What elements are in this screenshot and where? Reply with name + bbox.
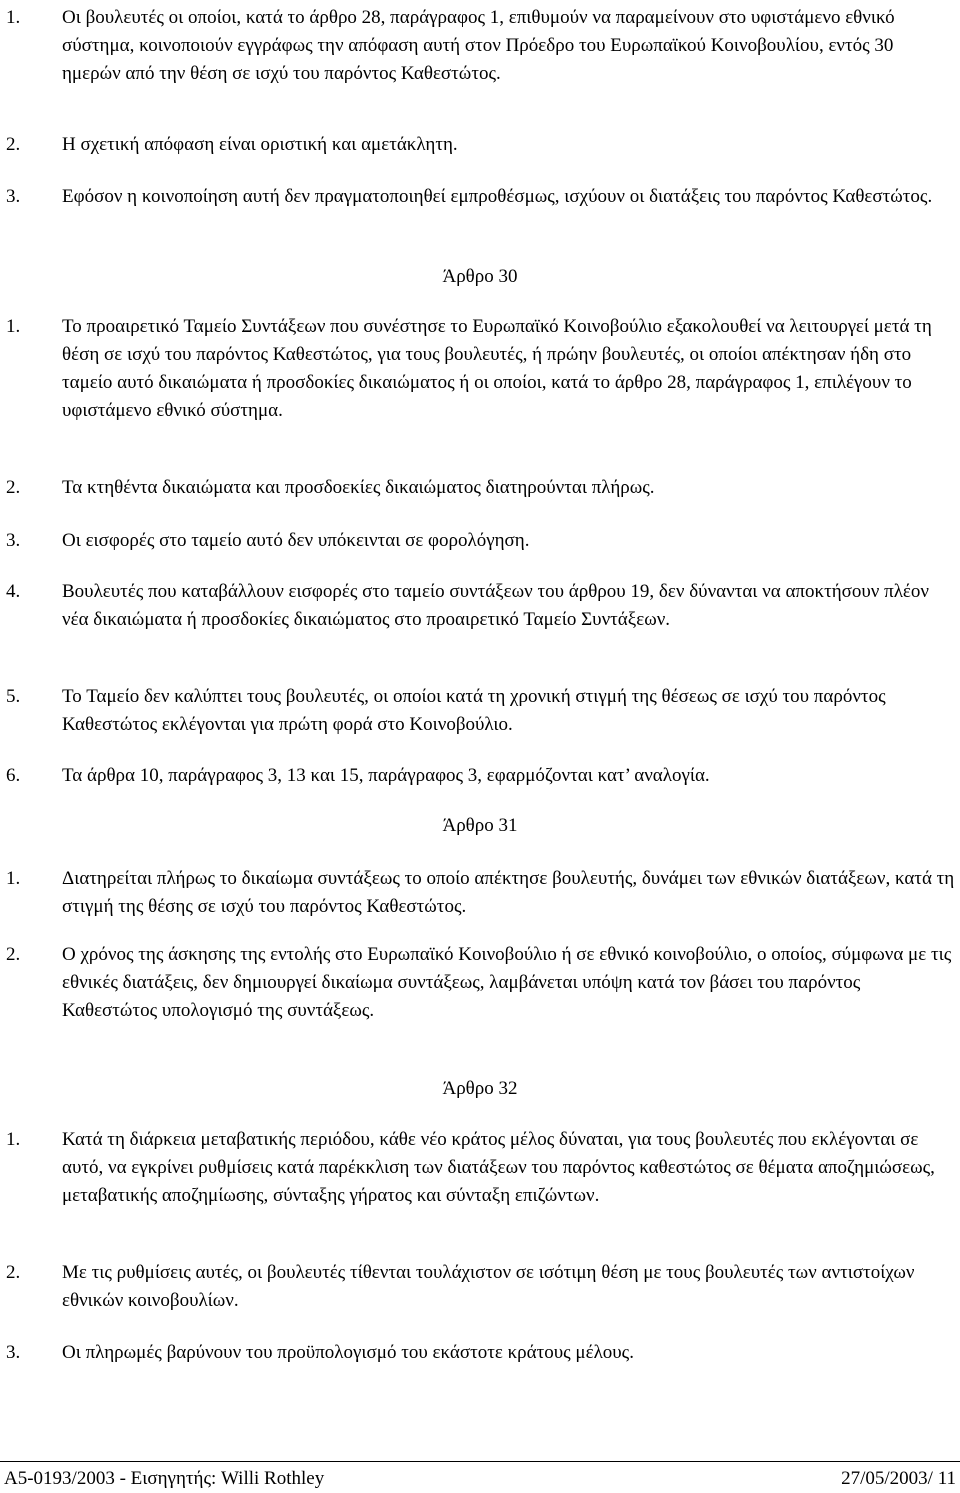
paragraph-number: 3. (6, 186, 21, 207)
footer-document-reference: A5-0193/2003 - Εισηγητής: Willi Rothley (4, 1468, 325, 1489)
paragraph-number: 2. (6, 944, 21, 965)
paragraph-30-3 (6, 527, 956, 555)
paragraph-number: 1. (6, 1129, 21, 1150)
paragraph-text: Με τις ρυθμίσεις αυτές, οι βουλευτές τίθενται τουλάχιστον σε ισότιμη θέση με τους βουλευτές των αντιστοίχων εθνικών κοινοβουλίων. (62, 1262, 915, 1311)
footer-divider (0, 1461, 960, 1462)
paragraph-32-2 (6, 1259, 956, 1315)
paragraph-number: 3. (6, 530, 21, 551)
paragraph-number: 2. (6, 134, 21, 155)
paragraph-text: Κατά τη διάρκεια μεταβατικής περιόδου, κάθε νέο κράτος μέλος δύναται, για τους βουλευτές που εκλέγονται σε αυτό, να εγκρίνει ρυθμίσεις κατά παρέκκλιση των διατάξεων του παρόντος καθεστώτος σε θέματα αποζημιώσεως, μεταβατικής αποζημίωσης, σύνταξης γήρατος και σύνταξη επιζώντων. (62, 1129, 935, 1206)
paragraph-text: Το Ταμείο δεν καλύπτει τους βουλευτές, οι οποίοι κατά τη χρονική στιγμή της θέσεως σε ισχύ του παρόντος Καθεστώτος εκλέγονται για πρώτη φορά στο Κοινοβούλιο. (62, 686, 886, 735)
paragraph-number: 1. (6, 868, 21, 889)
paragraph-number: 5. (6, 686, 21, 707)
paragraph-number: 1. (6, 316, 21, 337)
paragraph-text: Εφόσον η κοινοποίηση αυτή δεν πραγματοποιηθεί εμπροθέσμως, ισχύουν οι διατάξεις του παρόντος Καθεστώτος. (62, 186, 933, 207)
paragraph-number: 2. (6, 1262, 21, 1283)
paragraph-text: Τα άρθρα 10, παράγραφος 3, 13 και 15, παράγραφος 3, εφαρμόζονται κατ’ αναλογία. (62, 765, 710, 786)
paragraph-text: Οι βουλευτές οι οποίοι, κατά το άρθρο 28, παράγραφος 1, επιθυμούν να παραμείνουν στο υφιστάμενο εθνικό σύστημα, κοινοποιούν εγγράφως την απόφαση αυτή στον Πρόεδρο του Ευρωπαϊκού Κοινοβουλίου, εντός 30 ημερών από την θέση σε ισχύ του παρόντος Καθεστώτος. (62, 7, 895, 84)
paragraph-number: 4. (6, 581, 21, 602)
article-heading-30: Άρθρο 30 (442, 266, 518, 287)
paragraph-31-2 (6, 941, 956, 1025)
paragraph-31-1 (6, 865, 956, 921)
paragraph-30-5 (6, 683, 956, 739)
paragraph-30-6 (6, 762, 956, 790)
paragraph-text: Διατηρείται πλήρως το δικαίωμα συντάξεως το οποίο απέκτησε βουλευτής, δυνάμει των εθνικών διατάξεων, κατά τη στιγμή της θέσης σε ισχύ του παρόντος Καθεστώτος. (62, 868, 955, 917)
paragraph-text: Οι πληρωμές βαρύνουν του προϋπολογισμό του εκάστοτε κράτους μέλους. (62, 1342, 634, 1363)
article-heading-31: Άρθρο 31 (442, 815, 518, 836)
paragraph-number: 1. (6, 7, 21, 28)
article-heading-32: Άρθρο 32 (442, 1078, 518, 1099)
paragraph-30-2 (6, 474, 956, 502)
paragraph-30-4 (6, 578, 956, 634)
paragraph-text: Το προαιρετικό Ταμείο Συντάξεων που συνέστησε το Ευρωπαϊκό Κοινοβούλιο εξακολουθεί να λειτουργεί μετά τη θέση σε ισχύ του παρόντος Καθεστώτος, για τους βουλευτές, ή πρώην βουλευτές, οι οποίοι απέκτησαν ήδη στο ταμείο αυτό δικαιώματα ή προσδοκίες δικαιώματος ή οι οποίοι, κατά το άρθρο 28, παράγραφος 1, επιλέγουν το υφιστάμενο εθνικό σύστημα. (62, 316, 932, 421)
paragraph-text: Οι εισφορές στο ταμείο αυτό δεν υπόκεινται σε φορολόγηση. (62, 530, 530, 551)
paragraph-text: Βουλευτές που καταβάλλουν εισφορές στο ταμείο συντάξεων του άρθρου 19, δεν δύνανται να αποκτήσουν πλέον νέα δικαιώματα ή προσδοκίες δικαιώματος στο προαιρετικό Ταμείο Συντάξεων. (62, 581, 930, 630)
paragraph-number: 3. (6, 1342, 21, 1363)
footer-date-page: 27/05/2003/ 11 (841, 1468, 956, 1489)
paragraph-number: 2. (6, 477, 21, 498)
paragraph-32-3 (6, 1339, 956, 1367)
paragraph-number: 6. (6, 765, 21, 786)
paragraph-32-1 (6, 1126, 956, 1210)
paragraph-29-3 (6, 183, 956, 211)
paragraph-text: Ο χρόνος της άσκησης της εντολής στο Ευρωπαϊκό Κοινοβούλιο ή σε εθνικό κοινοβούλιο, ο οποίος, σύμφωνα με τις εθνικές διατάξεις, δεν δημιουργεί δικαίωμα συντάξεως, λαμβάνεται υπόψη κατά τον βάσει του παρόντος Καθεστώτος υπολογισμό της συντάξεως. (62, 944, 952, 1021)
paragraph-29-1 (6, 4, 956, 88)
paragraph-text: Τα κτηθέντα δικαιώματα και προσδοεκίες δικαιώματος διατηρούνται πλήρως. (62, 477, 655, 498)
paragraph-29-2 (6, 131, 956, 159)
paragraph-30-1 (6, 313, 956, 425)
paragraph-text: Η σχετική απόφαση είναι οριστική και αμετάκλητη. (62, 134, 458, 155)
